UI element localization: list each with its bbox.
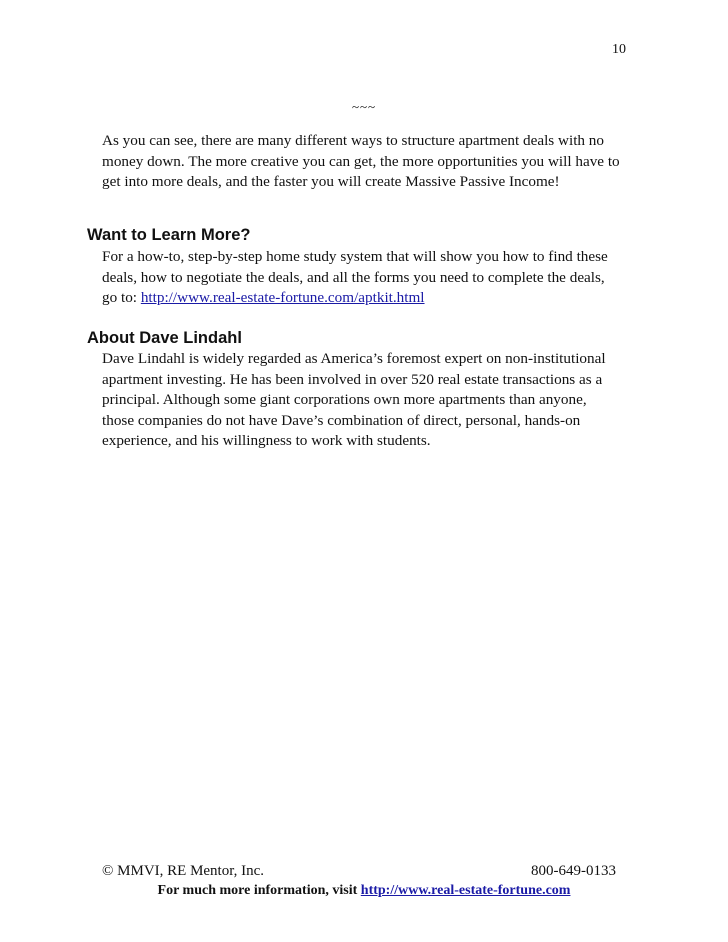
page-number: 10	[612, 42, 626, 57]
footer-copyright: © MMVI, RE Mentor, Inc.	[102, 863, 265, 879]
about-heading: About Dave Lindahl	[87, 329, 242, 347]
aptkit-link[interactable]: http://www.real-estate-fortune.com/aptkit.html	[140, 289, 425, 306]
footer-info-line	[0, 883, 728, 899]
footer-phone: 800-649-0133	[531, 863, 616, 879]
learn-more-heading: Want to Learn More?	[87, 226, 251, 244]
learn-more-text: For a how-to, step-by-step home study system that will show you how to find these deals, how to negotiate the deals, and all the forms you need to complete the deals, go to:	[102, 248, 608, 306]
intro-text: As you can see, there are many different ways to structure apartment deals with no money down. The more creative you can get, the more opportunities you will have to get into more deals, and the faster you will create Massive Passive Income!	[102, 132, 620, 190]
about-paragraph	[102, 349, 622, 452]
footer-info-text: For much more information, visit	[157, 883, 361, 898]
learn-more-paragraph	[102, 247, 622, 309]
section-divider: ~~~	[351, 99, 377, 114]
intro-paragraph	[102, 131, 622, 193]
footer-website-link[interactable]: http://www.real-estate-fortune.com	[360, 883, 571, 898]
about-text: Dave Lindahl is widely regarded as America’s foremost expert on non-institutional apartment investing. He has been involved in over 520 real estate transactions as a principal. Although some giant corporations own more apartments than anyone, those companies do not have Dave’s combination of direct, personal, hands-on experience, and his willingness to work with students.	[102, 350, 606, 449]
footer-contact-line	[102, 863, 616, 880]
